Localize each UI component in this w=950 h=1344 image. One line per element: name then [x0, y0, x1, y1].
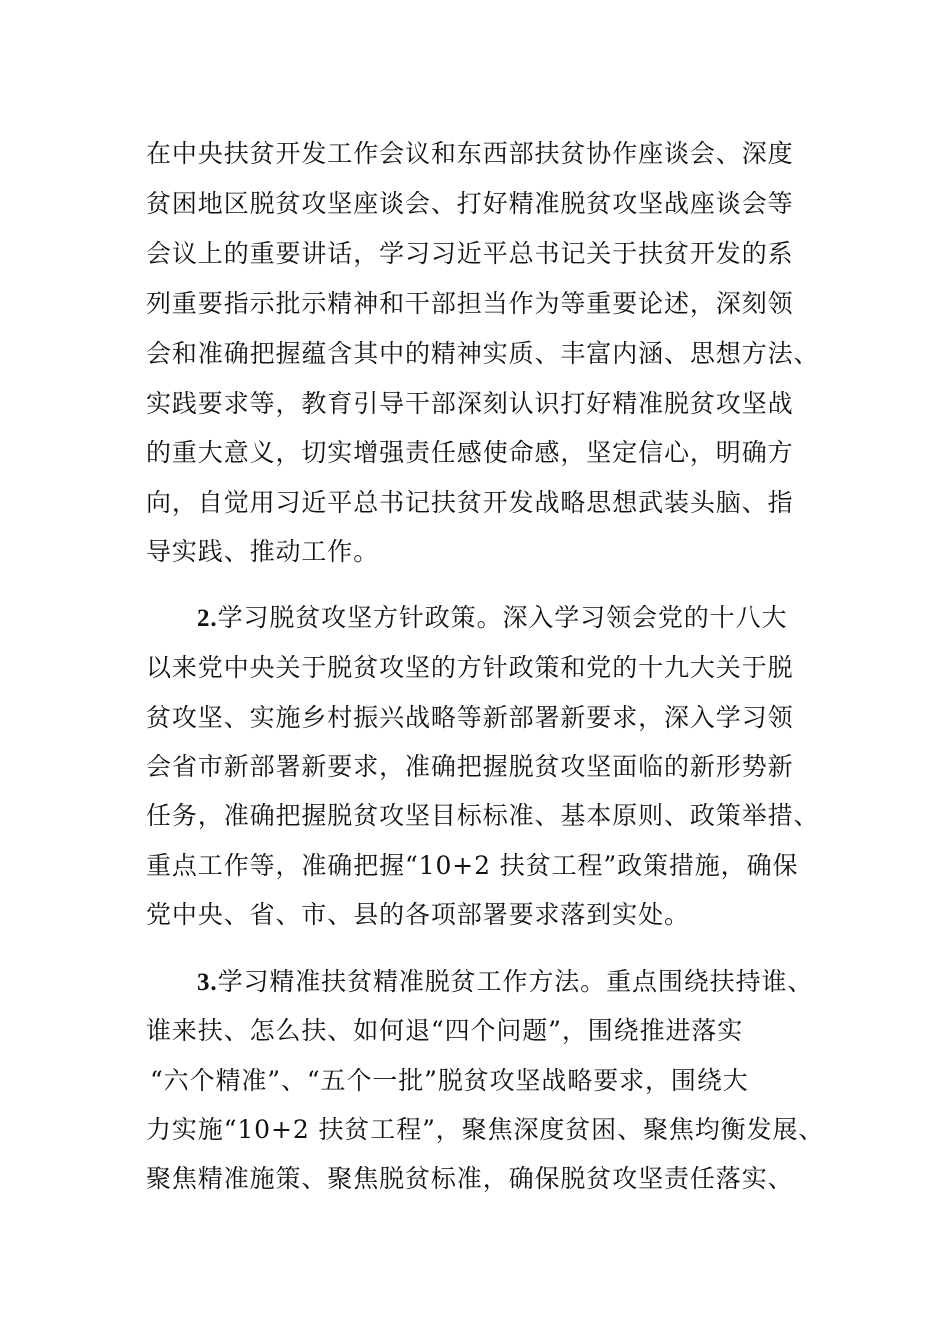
paragraph-1-line-6: 实践要求等，教育引导干部深刻认识打好精准脱贫攻坚战 [146, 389, 794, 418]
paragraph-2-number: 2. [197, 605, 218, 632]
paragraph-2-line-3: 贫攻坚、实施乡村振兴战略等新部署新要求，深入学习领 [146, 703, 794, 732]
paragraph-3-line-5: 聚焦精准施策、聚焦脱贫标准，确保脱贫攻坚责任落实、 [146, 1164, 794, 1193]
paragraph-3-line-4: 力实施“10+2 扶贫工程”，聚焦深度贫困、聚焦均衡发展、 [146, 1115, 825, 1144]
paragraph-1-line-2: 贫困地区脱贫攻坚座谈会、打好精准脱贫攻坚战座谈会等 [146, 189, 794, 218]
paragraph-1-line-4: 列重要指示批示精神和干部担当作为等重要论述，深刻领 [146, 289, 794, 318]
paragraph-2-line-7: 党中央、省、市、县的各项部署要求落到实处。 [146, 900, 690, 929]
paragraph-3-first-line [197, 967, 813, 998]
paragraph-2-line-2: 以来党中央关于脱贫攻坚的方针政策和党的十九大关于脱 [146, 653, 794, 682]
paragraph-2-first-line [197, 603, 787, 634]
paragraph-1-line-9: 导实践、推动工作。 [146, 537, 380, 566]
paragraph-3-number: 3. [197, 969, 218, 996]
paragraph-1-line-1: 在中央扶贫开发工作会议和东西部扶贫协作座谈会、深度 [146, 139, 794, 168]
paragraph-2-line-5: 任务，准确把握脱贫攻坚目标标准、基本原则、政策举措、 [146, 801, 820, 830]
paragraph-3-heading-text: 学习精准扶贫精准脱贫工作方法。重点围绕扶持谁、 [217, 967, 814, 996]
paragraph-1-line-8: 向，自觉用习近平总书记扶贫开发战略思想武装头脑、指 [146, 488, 794, 517]
paragraph-3-line-2: 谁来扶、怎么扶、如何退“四个问题”，围绕推进落实 [146, 1016, 744, 1045]
paragraph-2-line-6: 重点工作等，准确把握“10+2 扶贫工程”政策措施，确保 [146, 851, 799, 880]
paragraph-1-line-3: 会议上的重要讲话，学习习近平总书记关于扶贫开发的系 [146, 239, 794, 268]
paragraph-2-heading-text: 学习脱贫攻坚方针政策。深入学习领会党的十八大 [217, 603, 788, 632]
paragraph-2-line-4: 会省市新部署新要求，准确把握脱贫攻坚面临的新形势新 [146, 752, 794, 781]
paragraph-3-line-3: “六个精准”、“五个一批”脱贫攻坚战略要求，围绕大 [150, 1066, 749, 1095]
paragraph-1-line-5: 会和准确把握蕴含其中的精神实质、丰富内涵、思想方法、 [146, 339, 820, 368]
paragraph-1-line-7: 的重大意义，切实增强责任感使命感，坚定信心，明确方 [146, 438, 794, 467]
